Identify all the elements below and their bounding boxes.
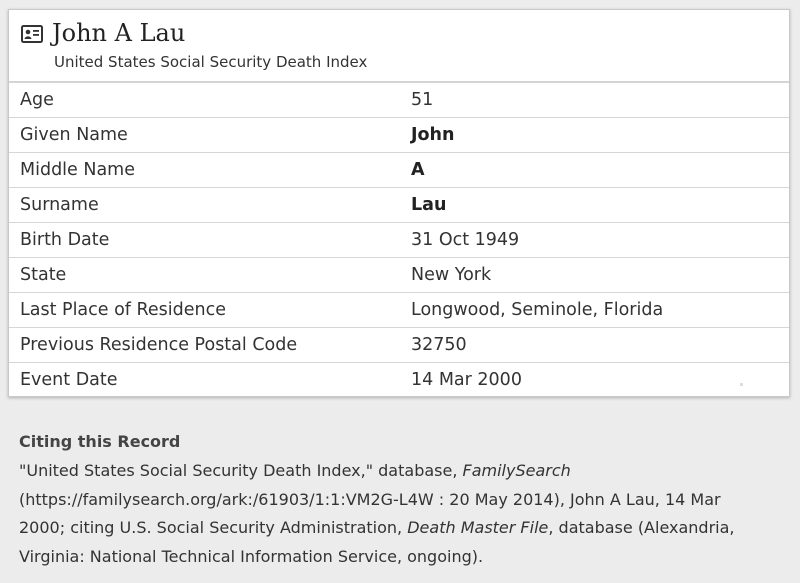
scan-speck (740, 383, 743, 386)
citation-url-text[interactable]: (https://familysearch.org/ark:/61903/1:1:VM2G-L4W : 20 May 2014), John A Lau, 14 Mar (19, 489, 721, 509)
field-row-birth-date (9, 222, 789, 257)
field-value: John (411, 125, 455, 145)
field-value: 31 Oct 1949 (411, 230, 520, 250)
citation-heading: Citing this Record (19, 432, 181, 451)
field-label: Given Name (20, 125, 128, 145)
citation-text: "United States Social Security Death Index," database, (19, 461, 463, 480)
field-value: 14 Mar 2000 (411, 370, 522, 390)
field-row-surname (9, 187, 789, 222)
field-row-age (9, 82, 789, 117)
citation-line (19, 457, 794, 486)
citation-text: Virginia: National Technical Information Service, ongoing). (19, 546, 484, 566)
field-value: Lau (411, 195, 447, 215)
field-row-postal-code (9, 327, 789, 362)
field-row-given-name (9, 117, 789, 152)
citation-source-name: FamilySearch (462, 461, 571, 480)
field-label: Birth Date (20, 230, 110, 250)
citation-section (19, 432, 794, 571)
record-card (8, 9, 790, 397)
field-row-last-residence (9, 292, 789, 327)
field-label: Age (20, 90, 54, 110)
field-label: State (20, 265, 67, 285)
field-label: Event Date (20, 370, 118, 390)
field-label: Last Place of Residence (20, 300, 227, 320)
field-row-event-date (9, 362, 789, 397)
field-value: A (411, 160, 425, 180)
citation-text: , database (Alexandria, (548, 518, 735, 537)
field-row-middle-name (9, 152, 789, 187)
citation-line (19, 543, 794, 572)
field-label: Previous Residence Postal Code (20, 335, 298, 355)
record-card-icon (21, 25, 43, 43)
citation-line (19, 514, 794, 543)
field-value: Longwood, Seminole, Florida (411, 300, 664, 320)
citation-text: 2000; citing U.S. Social Security Administration, (19, 518, 408, 537)
collection-title[interactable]: United States Social Security Death Index (54, 53, 368, 71)
record-header (9, 10, 789, 82)
field-value: 32750 (411, 335, 467, 355)
field-row-state (9, 257, 789, 292)
citation-line (19, 486, 794, 515)
field-label: Middle Name (20, 160, 135, 180)
person-name: John A Lau (52, 19, 186, 47)
field-value: 51 (411, 90, 434, 110)
field-value: New York (411, 265, 492, 285)
citation-file-name: Death Master File (407, 518, 549, 537)
field-label: Surname (20, 195, 99, 215)
